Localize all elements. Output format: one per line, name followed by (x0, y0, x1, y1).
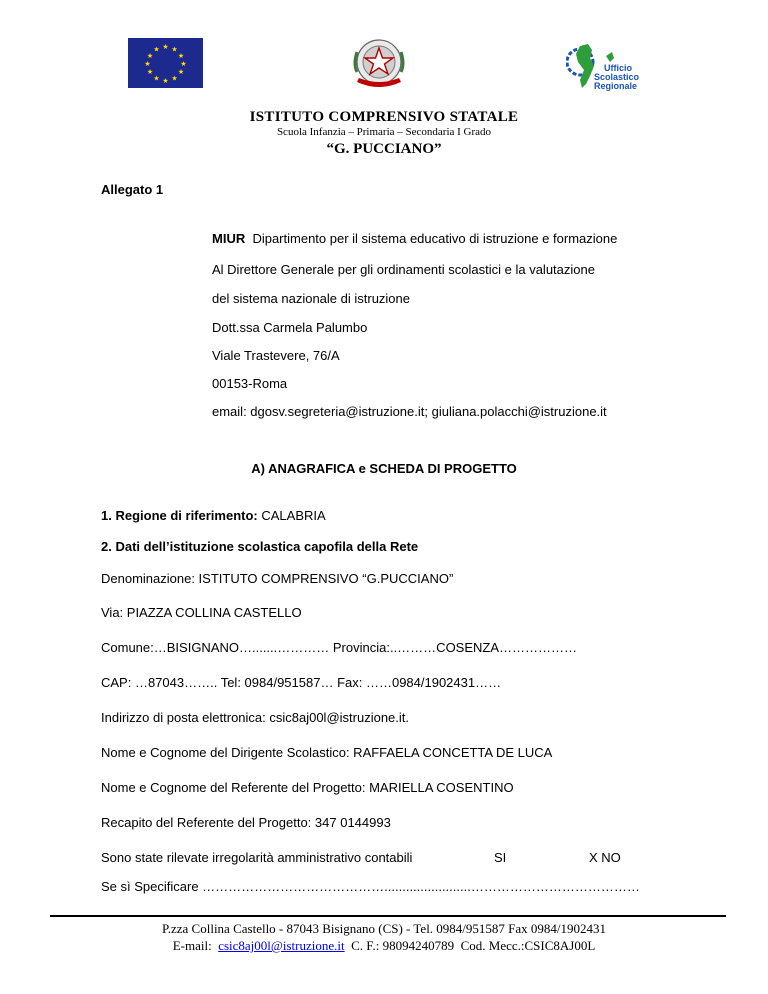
recipient-line-5: Viale Trastevere, 76/A (212, 348, 340, 363)
footer-contacts (0, 938, 768, 954)
recipient-line-3: del sistema nazionale di istruzione (212, 291, 410, 306)
footer-divider (50, 915, 726, 917)
footer-address: P.zza Collina Castello - 87043 Bisignano (CS) - Tel. 0984/951587 Fax 0984/1902431 (161, 921, 607, 936)
school-levels: Scuola Infanzia – Primaria – Secondaria I Grado (276, 126, 492, 138)
allegato-label: Allegato 1 (101, 182, 164, 197)
denominazione-line: Denominazione: ISTITUTO COMPRENSIVO “G.PUCCIANO” (101, 571, 454, 586)
svg-text:★: ★ (146, 52, 154, 60)
svg-text:★: ★ (177, 68, 185, 76)
eu-flag-logo (128, 38, 203, 88)
school-type-title: ISTITUTO COMPRENSIVO STATALE (249, 109, 519, 125)
miur-label: MIUR (212, 231, 246, 246)
irregolarita-line: Sono state rilevate irregolarità amministrativo contabili (101, 850, 413, 865)
region-line (101, 508, 326, 523)
region-value: CALABRIA (257, 508, 326, 523)
svg-text:★: ★ (153, 74, 160, 83)
recipient-email: email: dgosv.segreteria@istruzione.it; giuliana.polacchi@istruzione.it (212, 404, 607, 419)
footer-codes: C. F.: 98094240789 Cod. Mecc.:CSIC8AJ00L (344, 938, 596, 953)
usr-text-1: Ufficio (604, 63, 632, 73)
section-title: A) ANAGRAFICA e SCHEDA DI PROGETTO (251, 461, 517, 476)
svg-text:★: ★ (177, 52, 185, 60)
recipient-line-6: 00153-Roma (212, 376, 288, 391)
svg-text:★: ★ (171, 74, 178, 83)
usr-regional-office-logo (566, 40, 640, 96)
si-option: SI (494, 850, 507, 865)
recipient-line-4: Dott.ssa Carmela Palumbo (212, 320, 368, 335)
specificare-line: Se sì Specificare ……………………………………........................………………………………… (101, 879, 640, 894)
svg-text:★: ★ (146, 68, 154, 76)
recapito-line: Recapito del Referente del Progetto: 347 0144993 (101, 815, 391, 830)
region-label: 1. Regione di riferimento: (101, 508, 258, 523)
dirigente-line: Nome e Cognome del Dirigente Scolastico: RAFFAELA CONCETTA DE LUCA (101, 745, 553, 760)
recipient-line-2: Al Direttore Generale per gli ordinamenti scolastici e la valutazione (212, 262, 595, 277)
svg-text:★: ★ (162, 77, 169, 85)
usr-text-2: Scolastico (594, 72, 640, 82)
recipient-miur (212, 231, 617, 246)
svg-text:★: ★ (162, 43, 169, 51)
footer-email-link[interactable]: csic8aj00l@istruzione.it (218, 938, 345, 953)
miur-department: Dipartimento per il sistema educativo di istruzione e formazione (245, 231, 618, 246)
no-option: X NO (589, 850, 621, 865)
usr-text-3: Regionale (594, 81, 638, 91)
svg-text:★: ★ (144, 60, 151, 68)
comune-line: Comune:…BISIGNANO….......………… Provincia:..………COSENZA……………… (101, 640, 578, 655)
footer-email-label: E-mail: (172, 938, 219, 953)
email-line: Indirizzo di posta elettronica: csic8aj00l@istruzione.it. (101, 710, 410, 725)
referente-line: Nome e Cognome del Referente del Progetto: MARIELLA COSENTINO (101, 780, 514, 795)
italian-republic-emblem (343, 34, 415, 94)
school-name: “G. PUCCIANO” (326, 141, 442, 157)
cap-line: CAP: …87043…….. Tel: 0984/951587… Fax: ……0984/1902431…… (101, 675, 502, 690)
svg-text:★: ★ (153, 45, 160, 54)
svg-text:★: ★ (171, 45, 178, 54)
via-line: Via: PIAZZA COLLINA CASTELLO (101, 605, 302, 620)
capofila-heading: 2. Dati dell’istituzione scolastica capofila della Rete (101, 539, 419, 554)
svg-text:★: ★ (180, 60, 187, 68)
